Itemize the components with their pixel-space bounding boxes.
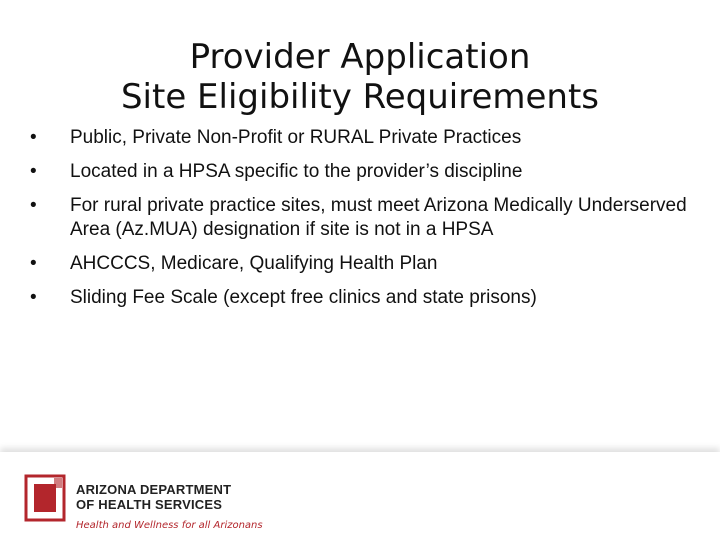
bullet-item	[30, 286, 700, 310]
org-tagline: Health and Wellness for all Arizonans	[76, 520, 263, 531]
org-name-line1: ARIZONA DEPARTMENT	[76, 482, 232, 497]
arizona-logo-icon	[24, 474, 68, 524]
org-name-line2: OF HEALTH SERVICES	[76, 497, 223, 512]
bullet-icon: •	[30, 287, 37, 308]
bullet-icon: •	[30, 195, 37, 216]
bullet-item	[30, 252, 700, 276]
logo-shape-accent	[54, 478, 62, 488]
bullet-text: Public, Private Non-Profit or RURAL Private Practices	[70, 127, 522, 148]
bullet-icon: •	[30, 161, 37, 182]
bullet-icon: •	[30, 127, 37, 148]
bullet-text: Located in a HPSA specific to the provider’s discipline	[70, 161, 523, 182]
bullet-item	[30, 194, 700, 242]
bullet-text: Sliding Fee Scale (except free clinics and state prisons)	[70, 287, 537, 308]
slide-title	[0, 37, 720, 117]
bullet-text: For rural private practice sites, must meet Arizona Medically Underserved Area (Az.MUA) designation if site is not in a HPSA	[70, 195, 687, 240]
bullet-item	[30, 160, 700, 184]
footer-bar	[0, 452, 720, 540]
slide-title-line2: Site Eligibility Requirements	[120, 76, 600, 117]
bullet-icon: •	[30, 253, 37, 274]
org-name	[76, 482, 231, 512]
bullet-list	[30, 126, 700, 320]
logo-shape-inner	[34, 484, 56, 512]
bullet-item	[30, 126, 700, 150]
bullet-text: AHCCCS, Medicare, Qualifying Health Plan	[70, 253, 438, 274]
slide-title-line1: Provider Application	[189, 36, 531, 77]
